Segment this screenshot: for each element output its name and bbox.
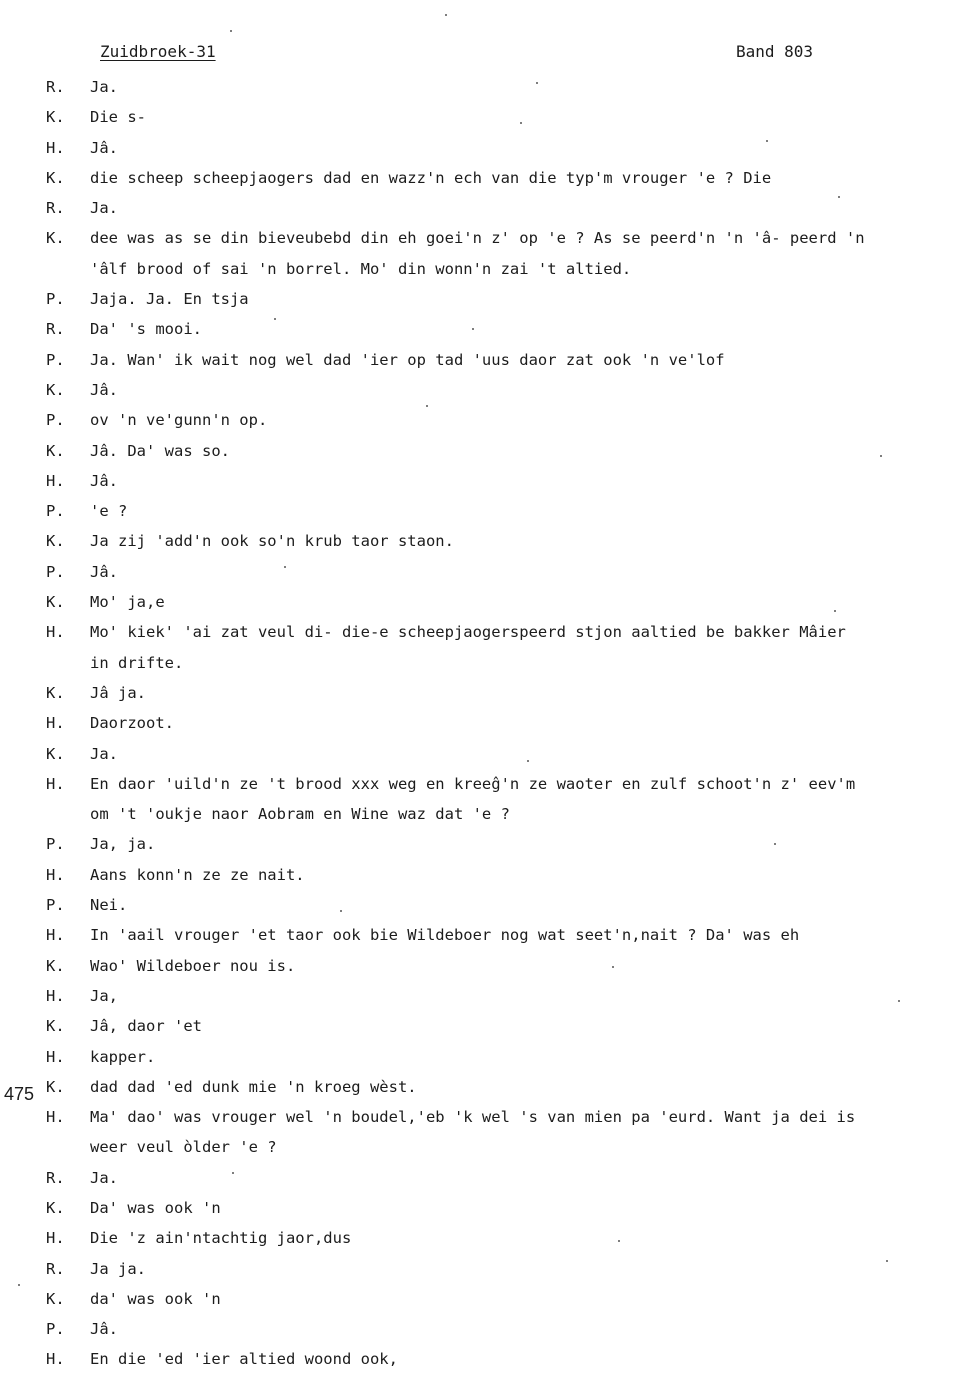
scan-speck [426, 405, 428, 407]
transcript-line [0, 314, 973, 344]
speaker-label: K. [46, 380, 65, 399]
utterance-text: Mo' ja,e [90, 593, 165, 612]
scan-speck [18, 1284, 20, 1286]
utterance-text: Ja. [90, 1168, 118, 1187]
utterance-text: Ja. Wan' ik wait nog wel dad 'ier op tad 'uus daor zat ook 'n ve'lof [90, 350, 725, 369]
speaker-label: H. [46, 1350, 65, 1369]
transcript-lines [0, 72, 973, 1375]
scan-speck [618, 1240, 620, 1242]
transcript-line [0, 799, 973, 829]
utterance-text: Jâ ja. [90, 683, 146, 702]
speaker-label: R. [46, 320, 65, 339]
transcript-line [0, 769, 973, 799]
transcript-line [0, 829, 973, 859]
utterance-text: Jâ. [90, 138, 118, 157]
speaker-label: R. [46, 78, 65, 96]
scan-speck [766, 140, 768, 142]
utterance-text: Die s- [90, 108, 146, 127]
utterance-text: dee was as se din bieveubebd din eh goei'n z' op 'e ? As se peerd'n 'n 'â- peerd 'n [90, 229, 865, 248]
utterance-text: Wao' Wildeboer nou is. [90, 956, 296, 975]
utterance-text: Jaja. Ja. En tsja [90, 290, 249, 309]
speaker-label: R. [46, 1259, 65, 1278]
utterance-text: En daor 'uild'n ze 't brood xxx weg en kreeĝ'n ze waoter en zulf schoot'n z' eev'm [90, 774, 856, 793]
utterance-text: die scheep scheepjaogers dad en wazz'n ech van die typ'm vrouger 'e ? Die [90, 168, 772, 187]
speaker-label: H. [46, 1108, 65, 1127]
transcript-line [0, 405, 973, 435]
transcript-line [0, 1011, 973, 1041]
speaker-label: K. [46, 441, 65, 460]
transcript-line [0, 436, 973, 466]
transcript-line [0, 1344, 973, 1374]
utterance-text: Jâ, daor 'et [90, 1017, 202, 1036]
speaker-label: R. [46, 1168, 65, 1187]
utterance-text: da' was ook 'n [90, 1289, 221, 1308]
scan-speck [880, 455, 882, 457]
utterance-text: ov 'n ve'gunn'n op. [90, 411, 268, 430]
speaker-label: H. [46, 865, 65, 884]
transcript-line [0, 708, 973, 738]
scan-speck [886, 1260, 888, 1262]
utterance-text: En die 'ed 'ier altied woond ook, [90, 1350, 398, 1369]
speaker-label: K. [46, 168, 65, 187]
tape-number: Band 803 [736, 42, 814, 61]
page-header [0, 42, 973, 66]
scan-speck [898, 1000, 900, 1002]
utterance-text: Ma' dao' was vrouger wel 'n boudel,'eb 'k wel 's van mien pa 'eurd. Want ja dei is [90, 1108, 856, 1127]
speaker-label: K. [46, 532, 65, 551]
utterance-text: Da' 's mooi. [90, 320, 202, 339]
speaker-label: H. [46, 1229, 65, 1248]
scan-speck [527, 760, 529, 762]
utterance-text: Da' was ook 'n [90, 1198, 221, 1217]
transcript-line [0, 193, 973, 223]
utterance-text: Ja. [90, 199, 118, 218]
utterance-text: in drifte. [90, 653, 184, 672]
scan-speck [230, 30, 232, 32]
speaker-label: H. [46, 471, 65, 490]
utterance-text: Jâ. Da' was so. [90, 441, 230, 460]
utterance-text: Jâ. [90, 1320, 118, 1339]
scan-speck [340, 910, 342, 912]
utterance-text: Ja zij 'add'n ook so'n krub taor staon. [90, 532, 454, 551]
utterance-text: Mo' kiek' 'ai zat veul di- die-e scheepjaogerspeerd stjon aaltied be bakker Mâier [90, 623, 846, 642]
transcript-line [0, 860, 973, 890]
transcript-line [0, 102, 973, 132]
transcript-line [0, 72, 973, 102]
transcript-line [0, 557, 973, 587]
utterance-text: Daorzoot. [90, 714, 174, 733]
utterance-text: dad dad 'ed dunk mie 'n kroeg wèst. [90, 1077, 417, 1096]
speaker-label: H. [46, 714, 65, 733]
speaker-label: P. [46, 562, 65, 581]
transcript-line [0, 1254, 973, 1284]
transcript-line [0, 648, 973, 678]
document-title: Zuidbroek-31 [100, 42, 216, 61]
transcript-line [0, 617, 973, 647]
transcript-line [0, 678, 973, 708]
speaker-label: P. [46, 411, 65, 430]
speaker-label: K. [46, 1077, 65, 1096]
utterance-text: Jâ. [90, 471, 118, 490]
speaker-label: H. [46, 774, 65, 793]
transcript-line [0, 223, 973, 253]
transcript-line [0, 739, 973, 769]
transcript-line [0, 496, 973, 526]
utterance-text: Ja. [90, 78, 118, 96]
transcript-line [0, 1042, 973, 1072]
speaker-label: K. [46, 1289, 65, 1308]
speaker-label: H. [46, 623, 65, 642]
scan-speck [472, 328, 474, 330]
utterance-text: Die 'z ain'ntachtig jaor,dus [90, 1229, 352, 1248]
speaker-label: P. [46, 896, 65, 915]
utterance-text: Nei. [90, 896, 128, 915]
speaker-label: K. [46, 1198, 65, 1217]
transcript-line [0, 1163, 973, 1193]
transcript-line [0, 1072, 973, 1102]
utterance-text: Ja ja. [90, 1259, 146, 1278]
transcript-line [0, 1314, 973, 1344]
scan-speck [834, 610, 836, 612]
speaker-label: K. [46, 229, 65, 248]
speaker-label: P. [46, 350, 65, 369]
utterance-text: om 't 'oukje naor Aobram en Wine waz dat 'e ? [90, 805, 510, 824]
speaker-label: K. [46, 744, 65, 763]
transcript-line [0, 526, 973, 556]
speaker-label: H. [46, 1047, 65, 1066]
transcript-line [0, 254, 973, 284]
scan-speck [284, 566, 286, 568]
speaker-label: K. [46, 683, 65, 702]
utterance-text: kapper. [90, 1047, 156, 1066]
utterance-text: Ja, [90, 986, 118, 1005]
speaker-label: R. [46, 199, 65, 218]
speaker-label: H. [46, 986, 65, 1005]
transcript-line [0, 345, 973, 375]
transcript-line [0, 587, 973, 617]
transcript-line [0, 981, 973, 1011]
speaker-label: H. [46, 926, 65, 945]
speaker-label: K. [46, 108, 65, 127]
speaker-label: K. [46, 1017, 65, 1036]
transcript-line [0, 1102, 973, 1132]
speaker-label: P. [46, 1320, 65, 1339]
margin-line-number: 475 [4, 1084, 35, 1104]
speaker-label: K. [46, 956, 65, 975]
transcript-line [0, 1223, 973, 1253]
transcript-line [0, 1193, 973, 1223]
utterance-text: In 'aail vrouger 'et taor ook bie Wildeboer nog wat seet'n,nait ? Da' was eh [90, 926, 800, 945]
utterance-text: Ja, ja. [90, 835, 156, 854]
speaker-label: P. [46, 835, 65, 854]
transcript-line [0, 133, 973, 163]
scan-speck [445, 14, 447, 16]
speaker-label: K. [46, 593, 65, 612]
scan-speck [838, 196, 840, 198]
transcript-line [0, 1284, 973, 1314]
transcript-line [0, 890, 973, 920]
scan-speck [232, 1172, 234, 1174]
speaker-label: H. [46, 138, 65, 157]
scan-speck [274, 318, 276, 320]
transcript-line [0, 920, 973, 950]
scan-speck [774, 843, 776, 845]
transcript-line [0, 1132, 973, 1162]
speaker-label: P. [46, 290, 65, 309]
transcript-line [0, 375, 973, 405]
utterance-text: 'âlf brood of sai 'n borrel. Mo' din wonn'n zai 't altied. [90, 259, 632, 278]
utterance-text: weer veul òlder 'e ? [90, 1138, 277, 1157]
transcript-line [0, 284, 973, 314]
scan-speck [536, 82, 538, 84]
speaker-label: P. [46, 502, 65, 521]
scan-speck [612, 966, 614, 968]
transcript-line [0, 163, 973, 193]
scan-speck [520, 122, 522, 124]
utterance-text: Jâ. [90, 562, 118, 581]
utterance-text: 'e ? [90, 502, 128, 521]
transcript-line [0, 951, 973, 981]
utterance-text: Aans konn'n ze ze nait. [90, 865, 305, 884]
utterance-text: Ja. [90, 744, 118, 763]
utterance-text: Jâ. [90, 380, 118, 399]
transcript-line [0, 466, 973, 496]
